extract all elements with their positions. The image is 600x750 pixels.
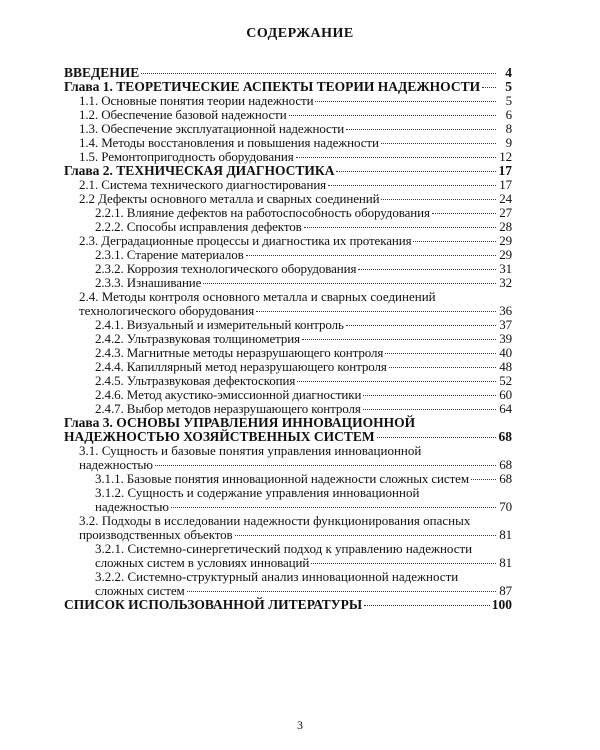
toc-entry-title: 1.2. Обеспечение базовой надежности	[79, 107, 287, 122]
toc-page-number: 6	[505, 107, 512, 122]
dot-leader	[235, 535, 496, 536]
toc-entry-title: надежностью	[79, 457, 153, 472]
toc-entry-section-2-4-3[interactable]	[0, 346, 600, 360]
dot-leader	[346, 325, 496, 326]
toc-entry-title-line-1: 3.1. Сущность и базовые понятия управления инновационной	[79, 443, 422, 458]
dot-leader	[304, 227, 496, 228]
toc-entry-section-2-4-4[interactable]	[0, 360, 600, 374]
toc-page-number: 9	[505, 135, 512, 150]
toc-entry-title: технологического оборудования	[79, 303, 255, 318]
dot-leader	[358, 269, 496, 270]
toc-entry-section-2-4[interactable]	[0, 290, 600, 318]
toc-entry-introduction[interactable]	[0, 66, 600, 80]
dot-leader	[328, 185, 496, 186]
page-title: СОДЕРЖАНИЕ	[246, 26, 354, 41]
toc-entry-section-2-4-7[interactable]	[0, 402, 600, 416]
toc-page-number: 40	[499, 345, 512, 360]
toc-entry-title: 2.4.1. Визуальный и измерительный контроль	[95, 317, 344, 332]
toc-page-number: 64	[499, 401, 512, 416]
dot-leader	[246, 255, 496, 256]
toc-page-number: 60	[499, 387, 512, 402]
toc-entry-section-1-4[interactable]	[0, 136, 600, 150]
dot-leader	[471, 479, 496, 480]
page-number: 3	[297, 718, 303, 732]
toc-entry-section-2-2-2[interactable]	[0, 220, 600, 234]
toc-entry-title-line-1: 3.2.1. Системно-синергетический подход к управлению надежности	[95, 541, 473, 556]
toc-entry-title: 2.3. Деградационные процессы и диагностика их протекания	[79, 233, 412, 248]
toc-page-number: 81	[499, 555, 512, 570]
toc-entry-title-line-1: 3.2. Подходы в исследовании надежности функционирования опасных	[79, 513, 471, 528]
toc-entry-section-3-1[interactable]	[0, 444, 600, 472]
toc-entry-title: 2.3.2. Коррозия технологического оборудования	[95, 261, 357, 276]
toc-entry-section-2-4-6[interactable]	[0, 388, 600, 402]
dot-leader	[346, 129, 496, 130]
toc-entry-title: производственных объектов	[79, 527, 233, 542]
toc-entry-section-1-2[interactable]	[0, 108, 600, 122]
dot-leader	[432, 213, 496, 214]
toc-entry-section-2-2[interactable]	[0, 192, 600, 206]
dot-leader	[171, 507, 496, 508]
toc-entry-title-line-1: 3.1.2. Сущность и содержание управления инновационной	[95, 485, 420, 500]
dot-leader	[155, 465, 496, 466]
toc-entry-section-2-2-1[interactable]	[0, 206, 600, 220]
toc-page-number: 32	[499, 275, 512, 290]
dot-leader	[385, 353, 496, 354]
toc-page-number: 31	[499, 261, 512, 276]
dot-leader	[413, 241, 496, 242]
toc-entry-section-2-4-1[interactable]	[0, 318, 600, 332]
toc-page-number: 36	[499, 303, 512, 318]
toc-entry-title: 2.4.4. Капиллярный метод неразрушающего контроля	[95, 359, 387, 374]
toc-page-number: 12	[499, 149, 512, 164]
toc-entry-title-line-1: 2.4. Методы контроля основного металла и сварных соединений	[79, 289, 436, 304]
toc-page-number: 68	[499, 457, 512, 472]
toc-page-number: 52	[499, 373, 512, 388]
toc-page-number: 24	[499, 191, 512, 206]
toc-entry-section-1-5[interactable]	[0, 150, 600, 164]
toc-entry-section-3-1-1[interactable]	[0, 472, 600, 486]
dot-leader	[482, 87, 496, 88]
toc-page-number: 68	[498, 429, 512, 444]
toc-entry-title: 2.3.1. Старение материалов	[95, 247, 244, 262]
toc-page-number: 17	[498, 163, 512, 178]
toc-entry-title: 1.4. Методы восстановления и повышения надежности	[79, 135, 379, 150]
dot-leader	[377, 437, 496, 438]
dot-leader	[296, 157, 496, 158]
toc-entry-title: 2.2.2. Способы исправления дефектов	[95, 219, 302, 234]
dot-leader	[256, 311, 496, 312]
toc-entry-section-2-4-5[interactable]	[0, 374, 600, 388]
table-of-contents	[0, 66, 600, 612]
toc-page-number: 5	[505, 79, 512, 94]
toc-entry-title: ВВЕДЕНИЕ	[64, 65, 140, 80]
toc-page-number: 87	[499, 583, 512, 598]
toc-entry-title: сложных систем	[95, 583, 185, 598]
toc-entry-chapter-1[interactable]	[0, 80, 600, 94]
dot-leader	[302, 339, 496, 340]
toc-entry-title: НАДЕЖНОСТЬЮ ХОЗЯЙСТВЕННЫХ СИСТЕМ	[64, 429, 375, 444]
toc-page-number: 48	[499, 359, 512, 374]
toc-entry-section-2-3-3[interactable]	[0, 276, 600, 290]
toc-entry-title: 1.5. Ремонтопригодность оборудования	[79, 149, 294, 164]
toc-entry-section-3-2[interactable]	[0, 514, 600, 542]
toc-page-number: 39	[499, 331, 512, 346]
toc-entry-title: 2.1. Система технического диагностирования	[79, 177, 327, 192]
toc-entry-section-3-1-2[interactable]	[0, 486, 600, 514]
toc-entry-title: 2.4.5. Ультразвуковая дефектоскопия	[95, 373, 296, 388]
toc-page-number: 29	[499, 233, 512, 248]
toc-entry-section-2-4-2[interactable]	[0, 332, 600, 346]
toc-entry-title: 3.1.1. Базовые понятия инновационной надежности сложных систем	[95, 471, 469, 486]
dot-leader	[203, 283, 496, 284]
dot-leader	[289, 115, 496, 116]
toc-page-number: 28	[499, 219, 512, 234]
toc-entry-title: 2.4.6. Метод акустико-эмиссионной диагностики	[95, 387, 362, 402]
dot-leader	[363, 395, 496, 396]
toc-entry-title: 2.4.7. Выбор методов неразрушающего контроля	[95, 401, 361, 416]
toc-entry-title-line-1: 3.2.2. Системно-структурный анализ инновационной надежности	[95, 569, 459, 584]
toc-page-number: 68	[499, 471, 512, 486]
toc-entry-title: Глава 1. ТЕОРЕТИЧЕСКИЕ АСПЕКТЫ ТЕОРИИ НАДЕЖНОСТИ	[64, 79, 481, 94]
toc-page-number: 27	[499, 205, 512, 220]
toc-entry-section-3-2-2[interactable]	[0, 570, 600, 598]
toc-entry-title: 2.2 Дефекты основного металла и сварных соединений	[79, 191, 380, 206]
toc-entry-title: сложных систем в условиях инноваций	[95, 555, 310, 570]
toc-entry-title-line-1: Глава 3. ОСНОВЫ УПРАВЛЕНИЯ ИННОВАЦИОННОЙ	[64, 415, 416, 430]
toc-entry-title: 1.1. Основные понятия теории надежности	[79, 93, 314, 108]
dot-leader	[364, 605, 490, 606]
dot-leader	[141, 73, 496, 74]
toc-entry-title: 1.3. Обеспечение эксплуатационной надежности	[79, 121, 345, 136]
toc-entry-section-1-1[interactable]	[0, 94, 600, 108]
toc-entry-title: 2.4.3. Магнитные методы неразрушающего контроля	[95, 345, 384, 360]
toc-entry-title: надежностью	[95, 499, 169, 514]
dot-leader	[336, 171, 496, 172]
dot-leader	[381, 143, 496, 144]
toc-entry-section-2-3-2[interactable]	[0, 262, 600, 276]
toc-entry-title: 2.2.1. Влияние дефектов на работоспособность оборудования	[95, 205, 430, 220]
toc-entry-section-3-2-1[interactable]	[0, 542, 600, 570]
toc-page-number: 8	[505, 121, 512, 136]
toc-entry-section-1-3[interactable]	[0, 122, 600, 136]
dot-leader	[311, 563, 496, 564]
toc-page-number: 81	[499, 527, 512, 542]
toc-entry-title: 2.3.3. Изнашивание	[95, 275, 202, 290]
toc-page-number: 5	[505, 93, 512, 108]
toc-entry-title: 2.4.2. Ультразвуковая толщинометрия	[95, 331, 300, 346]
toc-entry-references[interactable]	[0, 598, 600, 612]
dot-leader	[187, 591, 496, 592]
dot-leader	[297, 381, 496, 382]
dot-leader	[381, 199, 496, 200]
toc-page-number: 4	[505, 65, 512, 80]
toc-entry-title: СПИСОК ИСПОЛЬЗОВАННОЙ ЛИТЕРАТУРЫ	[64, 597, 363, 612]
toc-page-number: 29	[499, 247, 512, 262]
toc-entry-title: Глава 2. ТЕХНИЧЕСКАЯ ДИАГНОСТИКА	[64, 163, 335, 178]
toc-page-number: 17	[499, 177, 512, 192]
dot-leader	[363, 409, 496, 410]
toc-page-number: 37	[499, 317, 512, 332]
toc-page-number: 70	[499, 499, 512, 514]
toc-entry-section-2-3[interactable]	[0, 234, 600, 248]
toc-entry-chapter-2[interactable]	[0, 164, 600, 178]
toc-entry-section-2-1[interactable]	[0, 178, 600, 192]
toc-entry-section-2-3-1[interactable]	[0, 248, 600, 262]
dot-leader	[389, 367, 496, 368]
toc-entry-chapter-3[interactable]	[0, 416, 600, 444]
toc-page-number: 100	[491, 597, 512, 612]
dot-leader	[315, 101, 496, 102]
